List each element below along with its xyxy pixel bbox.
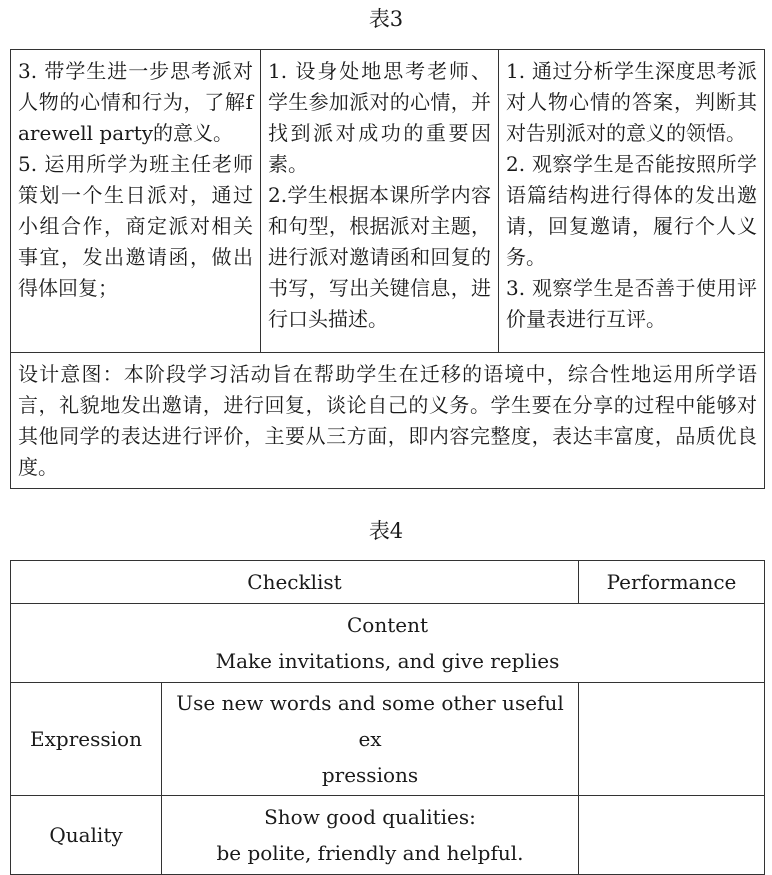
paragraph: 1. 通过分析学生深度思考派对人物心情的答案，判断其对告别派对的意义的领悟。 xyxy=(506,59,757,145)
checklist-header: Checklist xyxy=(11,561,579,604)
expression-label: Expression xyxy=(11,683,162,796)
table3-column-1 xyxy=(11,50,261,353)
paragraph: 2. 观察学生是否能按照所学语篇结构进行得体的发出邀请，回复邀请，履行个人义务。 xyxy=(506,152,757,269)
content-text: Make invitations, and give replies xyxy=(215,649,560,673)
criteria-line: Show good qualities: xyxy=(264,805,476,829)
paragraph: 3. 带学生进一步思考派对人物的心情和行为，了解farewell party的意义。 xyxy=(18,59,253,145)
table4-caption: 表4 xyxy=(368,519,404,543)
design-intent: 设计意图：本阶段学习活动旨在帮助学生在迁移的语境中，综合性地运用所学语言，礼貌地发出邀请，进行回复，谈论自己的义务。学生要在分享的过程中能够对其他同学的表达进行评价，主要从三方面，即内容完整度，表达丰富度，品质优良度。 xyxy=(11,353,765,489)
table3-column-2 xyxy=(261,50,499,353)
paragraph: 3. 观察学生是否善于使用评价量表进行互评。 xyxy=(506,276,757,331)
table3 xyxy=(10,49,765,489)
quality-criteria xyxy=(162,796,579,875)
criteria-line: pressions xyxy=(321,763,419,787)
expression-performance-cell xyxy=(579,683,765,796)
table4 xyxy=(10,560,765,875)
paragraph: 1. 设身处地思考老师、学生参加派对的心情，并找到派对成功的重要因素。 xyxy=(268,59,491,176)
performance-header: Performance xyxy=(579,561,765,604)
content-title: Content xyxy=(346,613,428,637)
quality-performance-cell xyxy=(579,796,765,875)
quality-label: Quality xyxy=(11,796,162,875)
paragraph: 5. 运用所学为班主任老师策划一个生日派对，通过小组合作，商定派对相关事宜，发出邀请函，做出得体回复； xyxy=(18,152,253,300)
criteria-line: be polite, friendly and helpful. xyxy=(216,841,524,865)
expression-criteria xyxy=(162,683,579,796)
criteria-line: Use new words and some other useful ex xyxy=(176,691,564,751)
table3-column-3 xyxy=(499,50,765,353)
table3-caption: 表3 xyxy=(368,7,404,31)
content-row xyxy=(11,604,765,683)
paragraph: 2.学生根据本课所学内容和句型，根据派对主题，进行派对邀请函和回复的书写，写出关键信息，进行口头描述。 xyxy=(268,183,491,331)
